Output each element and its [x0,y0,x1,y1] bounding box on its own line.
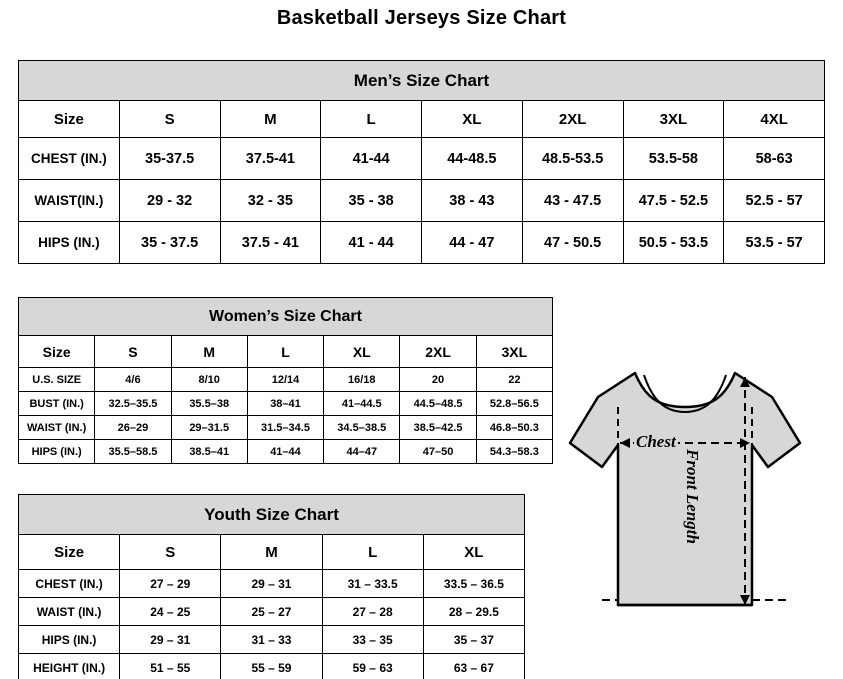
table-header-row [19,535,525,570]
table-cell: 41-44 [321,138,422,180]
table-caption-row [19,298,553,336]
table-cell: 38.5–42.5 [400,416,476,440]
table-cell: 29 – 31 [221,570,322,598]
table-cell: 24 – 25 [120,598,221,626]
jersey-measurement-diagram [540,355,840,665]
column-header: 2XL [400,336,476,368]
table-cell: 35 – 37 [423,626,524,654]
column-header: S [120,535,221,570]
table-header-row [19,336,553,368]
row-label: BUST (IN.) [19,392,95,416]
column-header: S [95,336,171,368]
youth-caption: Youth Size Chart [19,495,525,535]
column-header: XL [423,535,524,570]
table-cell: 41–44 [247,440,323,464]
row-label: WAIST(IN.) [19,180,120,222]
table-cell: 4/6 [95,368,171,392]
table-cell: 20 [400,368,476,392]
table-cell: 38.5–41 [171,440,247,464]
table-cell: 53.5 - 57 [724,222,825,264]
table-cell: 37.5 - 41 [220,222,321,264]
column-header: Size [19,336,95,368]
table-row [19,222,825,264]
column-header: 2XL [522,101,623,138]
table-cell: 44 - 47 [422,222,523,264]
table-cell: 27 – 29 [120,570,221,598]
column-header: 3XL [623,101,724,138]
front-length-label: Front Length [683,449,702,544]
table-row [19,392,553,416]
table-cell: 31.5–34.5 [247,416,323,440]
table-row [19,368,553,392]
table-cell: 47.5 - 52.5 [623,180,724,222]
table-cell: 29–31.5 [171,416,247,440]
row-label: WAIST (IN.) [19,598,120,626]
table-cell: 32.5–35.5 [95,392,171,416]
table-cell: 31 – 33 [221,626,322,654]
table-cell: 26–29 [95,416,171,440]
table-cell: 44–47 [324,440,400,464]
table-cell: 28 – 29.5 [423,598,524,626]
row-label: HIPS (IN.) [19,626,120,654]
table-row [19,440,553,464]
table-cell: 22 [476,368,552,392]
table-cell: 41–44.5 [324,392,400,416]
row-label: HEIGHT (IN.) [19,654,120,679]
table-row [19,138,825,180]
column-header: S [119,101,220,138]
table-cell: 52.8–56.5 [476,392,552,416]
column-header: M [221,535,322,570]
table-cell: 55 – 59 [221,654,322,679]
column-header: L [321,101,422,138]
mens-size-chart [18,60,825,264]
table-cell: 38–41 [247,392,323,416]
mens-caption: Men’s Size Chart [19,61,825,101]
page-title: Basketball Jerseys Size Chart [276,7,567,29]
column-header: L [247,336,323,368]
table-header-row [19,101,825,138]
table-cell: 27 – 28 [322,598,423,626]
table-cell: 59 – 63 [322,654,423,679]
column-header: Size [19,535,120,570]
table-cell: 33.5 – 36.5 [423,570,524,598]
table-cell: 58-63 [724,138,825,180]
table-cell: 34.5–38.5 [324,416,400,440]
table-cell: 63 – 67 [423,654,524,679]
table-cell: 25 – 27 [221,598,322,626]
table-cell: 35 - 37.5 [119,222,220,264]
table-cell: 16/18 [324,368,400,392]
table-cell: 33 – 35 [322,626,423,654]
table-caption-row [19,495,525,535]
table-cell: 29 - 32 [119,180,220,222]
row-label: HIPS (IN.) [19,222,120,264]
column-header: XL [324,336,400,368]
womens-caption: Women’s Size Chart [19,298,553,336]
column-header: Size [19,101,120,138]
column-header: XL [422,101,523,138]
table-cell: 37.5-41 [220,138,321,180]
table-cell: 54.3–58.3 [476,440,552,464]
table-cell: 41 - 44 [321,222,422,264]
column-header: M [171,336,247,368]
table-cell: 48.5-53.5 [522,138,623,180]
table-cell: 51 – 55 [120,654,221,679]
row-label: CHEST (IN.) [19,570,120,598]
column-header: L [322,535,423,570]
table-row [19,626,525,654]
row-label: U.S. SIZE [19,368,95,392]
mens-table [18,60,825,264]
table-caption-row [19,61,825,101]
table-cell: 43 - 47.5 [522,180,623,222]
table-cell: 38 - 43 [422,180,523,222]
column-header: 3XL [476,336,552,368]
table-cell: 35.5–58.5 [95,440,171,464]
table-cell: 47 - 50.5 [522,222,623,264]
table-cell: 50.5 - 53.5 [623,222,724,264]
table-cell: 35 - 38 [321,180,422,222]
chest-label: Chest [636,432,676,451]
table-cell: 47–50 [400,440,476,464]
womens-size-chart [18,297,553,464]
youth-table [18,494,525,679]
table-cell: 44-48.5 [422,138,523,180]
table-row [19,180,825,222]
youth-size-chart [18,494,525,679]
table-cell: 53.5-58 [623,138,724,180]
table-row [19,416,553,440]
table-cell: 8/10 [171,368,247,392]
table-cell: 46.8–50.3 [476,416,552,440]
table-row [19,570,525,598]
table-cell: 31 – 33.5 [322,570,423,598]
column-header: 4XL [724,101,825,138]
table-cell: 12/14 [247,368,323,392]
table-cell: 44.5–48.5 [400,392,476,416]
row-label: CHEST (IN.) [19,138,120,180]
table-cell: 29 – 31 [120,626,221,654]
womens-table [18,297,553,464]
column-header: M [220,101,321,138]
table-cell: 35-37.5 [119,138,220,180]
table-row [19,654,525,679]
table-cell: 32 - 35 [220,180,321,222]
row-label: HIPS (IN.) [19,440,95,464]
table-row [19,598,525,626]
table-cell: 35.5–38 [171,392,247,416]
table-cell: 52.5 - 57 [724,180,825,222]
row-label: WAIST (IN.) [19,416,95,440]
